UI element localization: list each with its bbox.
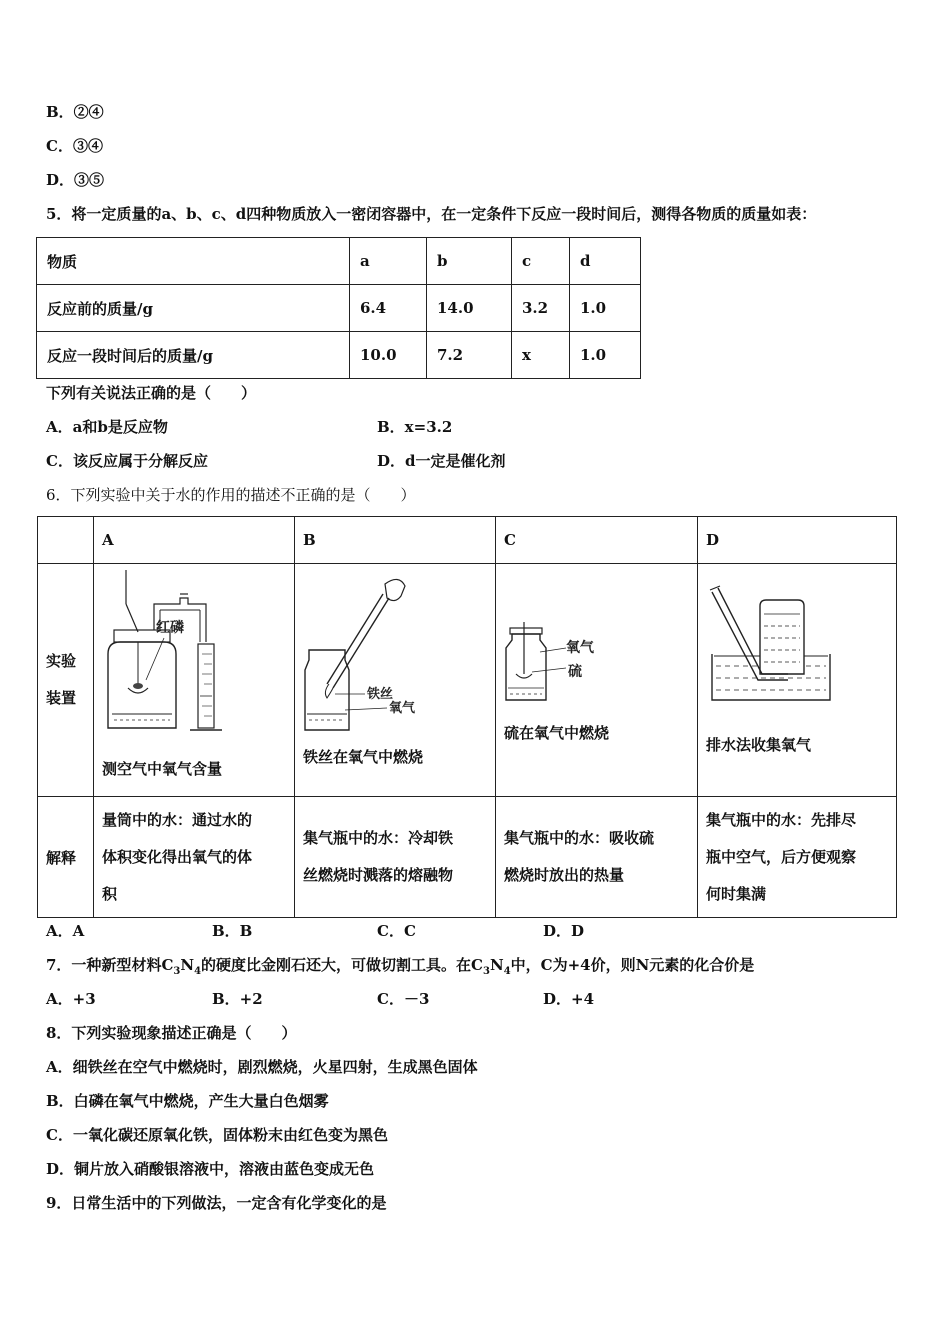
subscript: 4 <box>503 966 511 977</box>
explanation-line: 积 <box>102 884 118 903</box>
water-displacement-figure <box>698 564 898 796</box>
q7-option-c: C．－3 <box>377 990 430 1008</box>
q5-option-c: C．该反应属于分解反应 <box>46 452 208 470</box>
table-corner-cell <box>38 517 94 564</box>
subscript: 4 <box>194 966 202 977</box>
explanation-line: 丝燃烧时溅落的熔融物 <box>303 866 454 884</box>
apparatus-cell-b <box>295 564 496 797</box>
label-oxygen: 氧气 <box>566 640 594 656</box>
table-header-cell: c <box>512 238 570 285</box>
table-row <box>37 332 641 379</box>
q5-mass-table <box>36 237 641 379</box>
table-cell: 反应前的质量/g <box>37 285 350 332</box>
table-cell: 反应一段时间后的质量/g <box>37 332 350 379</box>
table-header-cell: C <box>496 517 698 564</box>
explanation-cell-b <box>295 797 496 918</box>
q6-option-c: C．C <box>377 922 416 940</box>
q6-option-b: B．B <box>212 922 253 940</box>
label-red-phosphorus: 红磷 <box>156 620 184 636</box>
q7-option-b: B．+2 <box>212 990 263 1008</box>
explanation-line: 集气瓶中的水：吸收硫 <box>504 829 655 847</box>
explanation-line: 集气瓶中的水：先排尽 <box>706 810 857 829</box>
table-header-cell: D <box>698 517 897 564</box>
explanation-cell-c <box>496 797 698 918</box>
q8-stem: 8．下列实验现象描述正确是（ ） <box>46 1024 297 1042</box>
q7-option-a: A．+3 <box>46 990 96 1008</box>
apparatus-caption: 排水法收集氧气 <box>706 736 812 754</box>
explanation-line: 何时集满 <box>706 884 767 903</box>
q8-option-d: D．铜片放入硝酸银溶液中，溶液由蓝色变成无色 <box>46 1160 375 1178</box>
table-cell: x <box>512 332 570 379</box>
table-header-cell: a <box>350 238 427 285</box>
q4-option-c: C．③④ <box>46 137 103 155</box>
table-cell: 10.0 <box>350 332 427 379</box>
row-label-apparatus <box>38 564 94 797</box>
q5-stem: 5．将一定质量的a、b、c、d四种物质放入一密闭容器中，在一定条件下反应一段时间后，测得各物质的质量如表： <box>46 205 817 223</box>
explanation-line: 燃烧时放出的热量 <box>504 866 625 884</box>
table-header-row <box>38 517 897 564</box>
table-row <box>38 797 897 918</box>
q5-option-a: A．a和b是反应物 <box>46 418 168 436</box>
subscript: 3 <box>173 966 181 977</box>
apparatus-caption: 铁丝在氧气中燃烧 <box>303 748 424 766</box>
q6-option-a: A．A <box>46 922 85 940</box>
apparatus-cell-d <box>698 564 897 797</box>
table-header-row <box>37 238 641 285</box>
apparatus-cell-a <box>94 564 295 797</box>
apparatus-cell-c <box>496 564 698 797</box>
q7-stem <box>46 955 754 982</box>
q6-stem: 6．下列实验中关于水的作用的描述不正确的是（ ） <box>46 486 416 504</box>
table-cell: 1.0 <box>570 332 641 379</box>
table-row <box>38 564 897 797</box>
table-cell: 14.0 <box>427 285 512 332</box>
q5-option-d: D．d一定是催化剂 <box>377 452 506 470</box>
subscript: 3 <box>483 966 490 977</box>
q4-option-b: B．②④ <box>46 103 104 121</box>
table-header-cell: A <box>94 517 295 564</box>
apparatus-caption: 测空气中氧气含量 <box>102 760 223 778</box>
q7-stem-part: 中，C为+4价，则N元素的化合价是 <box>510 956 755 974</box>
table-cell: 3.2 <box>512 285 570 332</box>
q5-question: 下列有关说法正确的是（ ） <box>46 384 257 402</box>
apparatus-caption: 硫在氧气中燃烧 <box>504 724 610 742</box>
explanation-line: 瓶中空气，后方便观察 <box>706 847 857 866</box>
q8-option-a: A．细铁丝在空气中燃烧时，剧烈燃烧，火星四射，生成黑色固体 <box>46 1058 478 1076</box>
table-cell: 6.4 <box>350 285 427 332</box>
q7-stem-part: N <box>180 956 195 974</box>
q7-option-d: D．+4 <box>543 990 595 1008</box>
q7-stem-part: 7．一种新型材料C <box>46 956 174 974</box>
label-iron-wire: 铁丝 <box>367 687 394 702</box>
q7-stem-part: 的硬度比金刚石还大，可做切割工具。在C <box>201 956 483 974</box>
q8-option-b: B．白磷在氧气中燃烧，产生大量白色烟雾 <box>46 1092 329 1110</box>
table-header-cell: B <box>295 517 496 564</box>
label-sulfur: 硫 <box>568 664 582 680</box>
q7-stem-part: N <box>489 956 504 974</box>
q9-stem: 9．日常生活中的下列做法，一定含有化学变化的是 <box>46 1194 387 1212</box>
table-header-cell: 物质 <box>37 238 350 285</box>
q4-option-d: D．③⑤ <box>46 171 105 189</box>
table-row <box>37 285 641 332</box>
row-label-explanation: 解释 <box>38 797 94 918</box>
row-label-line: 实验 <box>46 652 77 670</box>
table-cell: 7.2 <box>427 332 512 379</box>
table-header-cell: b <box>427 238 512 285</box>
explanation-cell-a <box>94 797 295 918</box>
explanation-cell-d <box>698 797 897 918</box>
row-label-line: 装置 <box>46 689 77 707</box>
label-oxygen: 氧气 <box>389 701 416 716</box>
explanation-line: 集气瓶中的水：冷却铁 <box>303 829 454 847</box>
q8-option-c: C．一氧化碳还原氧化铁，固体粉末由红色变为黑色 <box>46 1126 388 1144</box>
table-cell: 1.0 <box>570 285 641 332</box>
q6-option-d: D．D <box>543 922 585 940</box>
sulfur-apparatus-figure <box>496 564 696 796</box>
explanation-line: 量筒中的水：通过水的 <box>102 810 253 829</box>
q6-experiment-table <box>37 516 897 918</box>
table-header-cell: d <box>570 238 641 285</box>
explanation-line: 体积变化得出氧气的体 <box>102 847 253 866</box>
q5-option-b: B．x=3.2 <box>377 418 453 436</box>
